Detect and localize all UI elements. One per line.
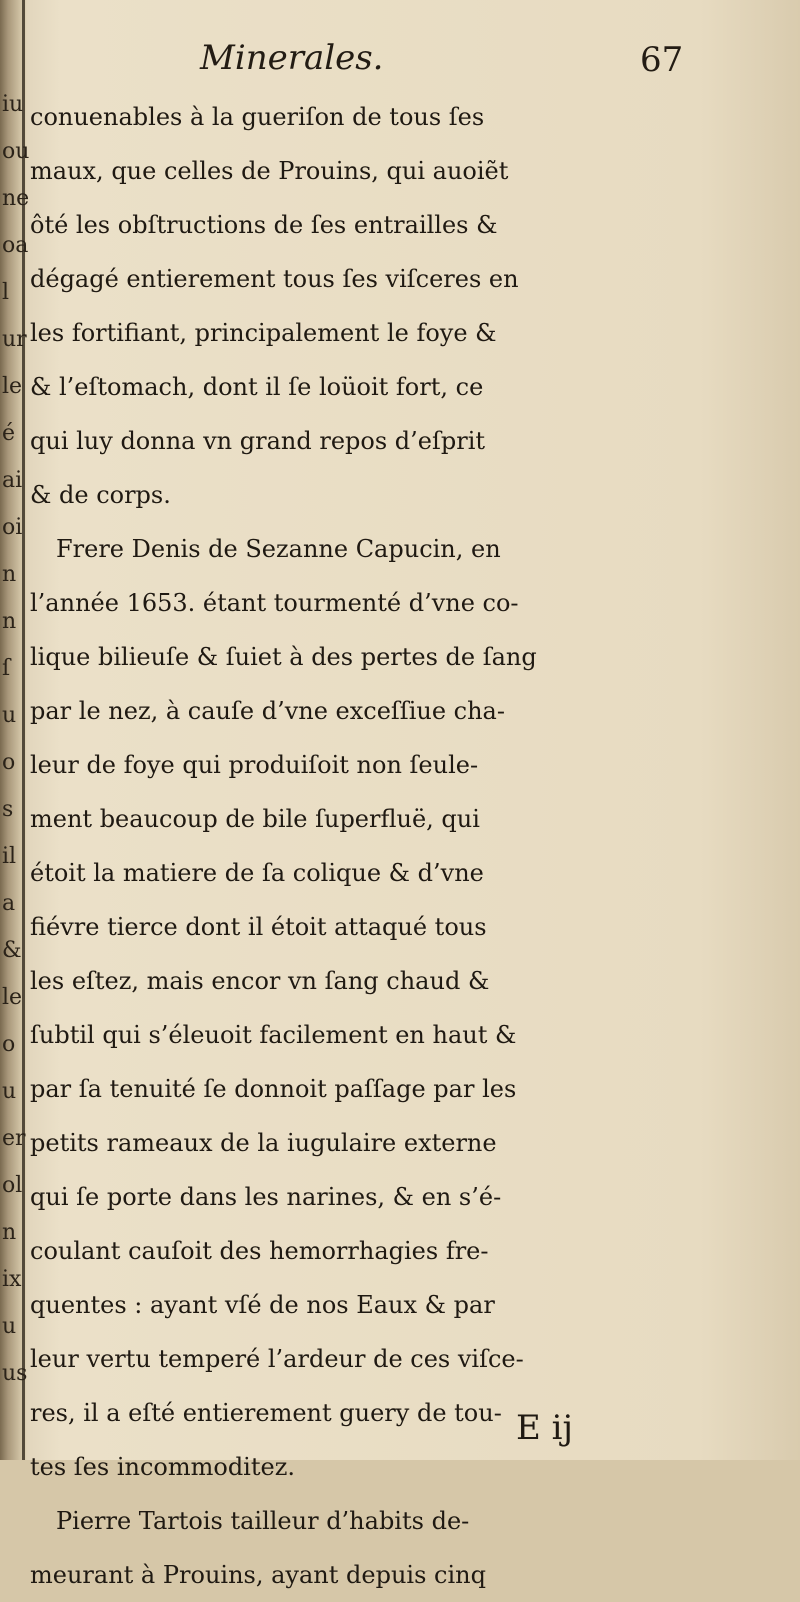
margin-fragment: le (2, 985, 23, 1010)
text-line: petits rameaux de la iugulaire externe (30, 1129, 497, 1157)
margin-fragment: ai (2, 468, 23, 493)
text-line: ôté les obſtructions de ſes entrailles & (30, 211, 498, 239)
text-line: Frere Denis de Sezanne Capucin, en (56, 535, 501, 563)
text-line: meurant à Prouins, ayant depuis cinq (30, 1561, 486, 1589)
text-line: par le nez, à cauſe d’vne exceſſiue cha- (30, 697, 505, 725)
gutter-rule (22, 0, 25, 1460)
margin-fragment: ix (2, 1267, 22, 1292)
text-line: les eſtez, mais encor vn ſang chaud & (30, 967, 490, 995)
margin-fragment: oi (2, 515, 23, 540)
text-line: res, il a eſté entierement guery de tou- (30, 1399, 502, 1427)
text-line: lique bilieuſe & ſuiet à des pertes de ſang (30, 643, 537, 671)
text-line: dégagé entierement tous ſes viſceres en (30, 265, 519, 293)
margin-fragment: us (2, 1361, 28, 1386)
margin-fragment: ſ (2, 656, 11, 681)
text-line: quentes : ayant vſé de nos Eaux & par (30, 1291, 495, 1319)
margin-fragment: n (2, 562, 17, 587)
text-line: fiévre tierce dont il étoit attaqué tous (30, 913, 487, 941)
text-line: qui luy donna vn grand repos d’eſprit (30, 427, 486, 455)
margin-fragment: er (2, 1126, 26, 1151)
text-line: & de corps. (30, 481, 171, 509)
margin-fragment: ne (2, 186, 30, 211)
margin-fragment: u (2, 1314, 17, 1339)
margin-fragment: & (2, 938, 22, 963)
text-line: ment beaucoup de bile ſuperfluë, qui (30, 805, 480, 833)
margin-fragment: a (2, 891, 16, 916)
margin-fragment: n (2, 1220, 17, 1245)
text-line: leur vertu temperé l’ardeur de ces viſce- (30, 1345, 524, 1373)
text-line: les fortifiant, principalement le foye & (30, 319, 497, 347)
text-line: tes ſes incommoditez. (30, 1453, 295, 1481)
margin-fragment: u (2, 1079, 17, 1104)
margin-fragment: ur (2, 327, 27, 352)
margin-fragment: é (2, 421, 16, 446)
margin-fragment: ol (2, 1173, 23, 1198)
body-text (30, 90, 800, 1602)
margin-fragment: l (2, 280, 10, 305)
text-line: conuenables à la gueriſon de tous ſes (30, 103, 485, 131)
margin-fragment: s (2, 797, 14, 822)
margin-fragment: ou (2, 139, 30, 164)
text-line: Pierre Tartois tailleur d’habits de- (56, 1507, 470, 1535)
margin-fragment: iu (2, 92, 24, 117)
margin-fragment: n (2, 609, 17, 634)
text-line: leur de foye qui produiſoit non ſeule- (30, 751, 479, 779)
margin-fragment: o (2, 750, 16, 775)
text-line: par ſa tenuité ſe donnoit paſſage par les (30, 1075, 517, 1103)
running-head: Minerales. (200, 38, 384, 78)
margin-fragment: o (2, 1032, 16, 1057)
text-line: & l’eſtomach, dont il ſe loüoit fort, ce (30, 373, 484, 401)
page-number: 67 (640, 40, 684, 80)
text-line: étoit la matiere de ſa colique & d’vne (30, 859, 484, 887)
text-line: l’année 1653. étant tourmenté d’vne co- (30, 589, 519, 617)
margin-fragment: u (2, 703, 17, 728)
text-line: maux, que celles de Prouins, qui auoiẽt (30, 157, 509, 185)
margin-fragment: le (2, 374, 23, 399)
facing-page-fragments (0, 0, 30, 1460)
text-line: qui ſe porte dans les narines, & en s’é- (30, 1183, 502, 1211)
margin-fragment: il (2, 844, 17, 869)
signature-mark: E ij (516, 1408, 574, 1448)
margin-fragment: oa (2, 233, 29, 258)
text-line: ſubtil qui s’éleuoit facilement en haut & (30, 1021, 517, 1049)
text-line: coulant cauſoit des hemorrhagies fre- (30, 1237, 489, 1265)
